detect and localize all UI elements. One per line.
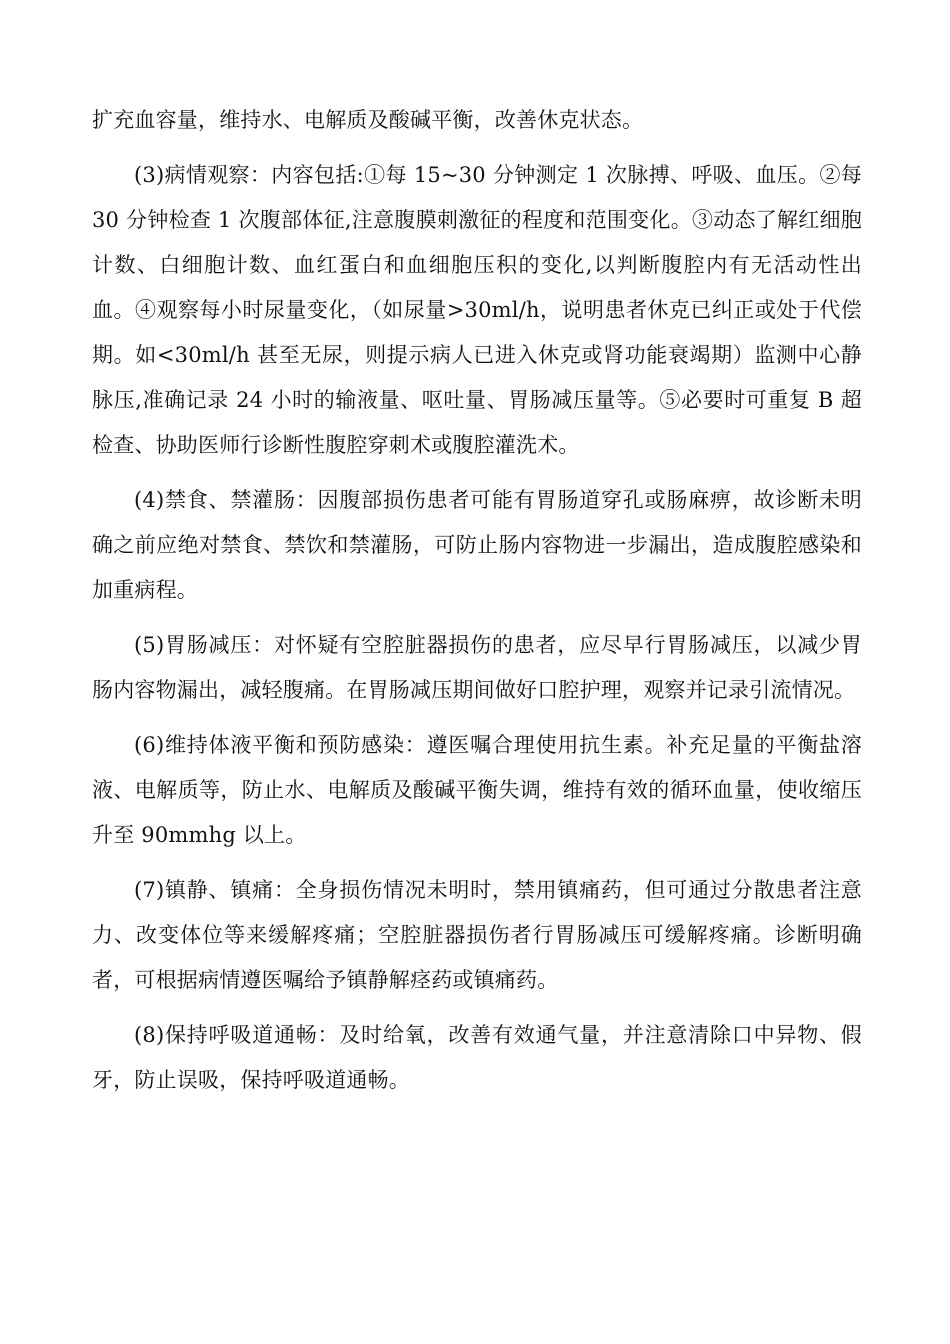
paragraph-airway: (8)保持呼吸道通畅：及时给氧，改善有效通气量，并注意清除口中异物、假牙，防止误吸，保持呼吸道通畅。 [92, 1023, 862, 1092]
paragraph-fasting-no-enema: (4)禁食、禁灌肠：因腹部损伤患者可能有胃肠道穿孔或肠麻痹，故诊断未明确之前应绝对禁食、禁饮和禁灌肠，可防止肠内容物进一步漏出，造成腹腔感染和加重病程。 [92, 488, 862, 602]
document-body [92, 98, 862, 1103]
paragraph-gastrointestinal-decompression: (5)胃肠减压：对怀疑有空腔脏器损伤的患者，应尽早行胃肠减压，以减少胃肠内容物漏出，减轻腹痛。在胃肠减压期间做好口腔护理，观察并记录引流情况。 [92, 633, 862, 702]
paragraph-continued: 扩充血容量，维持水、电解质及酸碱平衡，改善休克状态。 [92, 108, 644, 132]
paragraph-condition-observation: (3)病情观察：内容包括:①每 15~30 分钟测定 1 次脉搏、呼吸、血压。②每 30 分钟检查 1 次腹部体征,注意腹膜刺激征的程度和范围变化。③动态了解红细胞计数、白细胞计数、血红蛋白和血细胞压积的变化,以判断腹腔内有无活动性出血。④观察每小时尿量变化，（如尿量>30ml/h，说明患者休克已纠正或处于代偿期。如<30ml/h 甚至无尿，则提示病人已进入休克或肾功能衰竭期）监测中心静脉压,准确记录 24 小时的输液量、呕吐量、胃肠减压量等。⑤必要时可重复 B 超检查、协助医师行诊断性腹腔穿刺术或腹腔灌洗术。 [92, 163, 862, 457]
paragraph-sedation-analgesia: (7)镇静、镇痛：全身损伤情况未明时，禁用镇痛药，但可通过分散患者注意力、改变体位等来缓解疼痛；空腔脏器损伤者行胃肠减压可缓解疼痛。诊断明确者，可根据病情遵医嘱给予镇静解痉药或镇痛药。 [92, 878, 862, 992]
paragraph-fluid-balance-infection: (6)维持体液平衡和预防感染：遵医嘱合理使用抗生素。补充足量的平衡盐溶液、电解质等，防止水、电解质及酸碱平衡失调，维持有效的循环血量，使收缩压升至 90mmhg 以上。 [92, 733, 862, 847]
